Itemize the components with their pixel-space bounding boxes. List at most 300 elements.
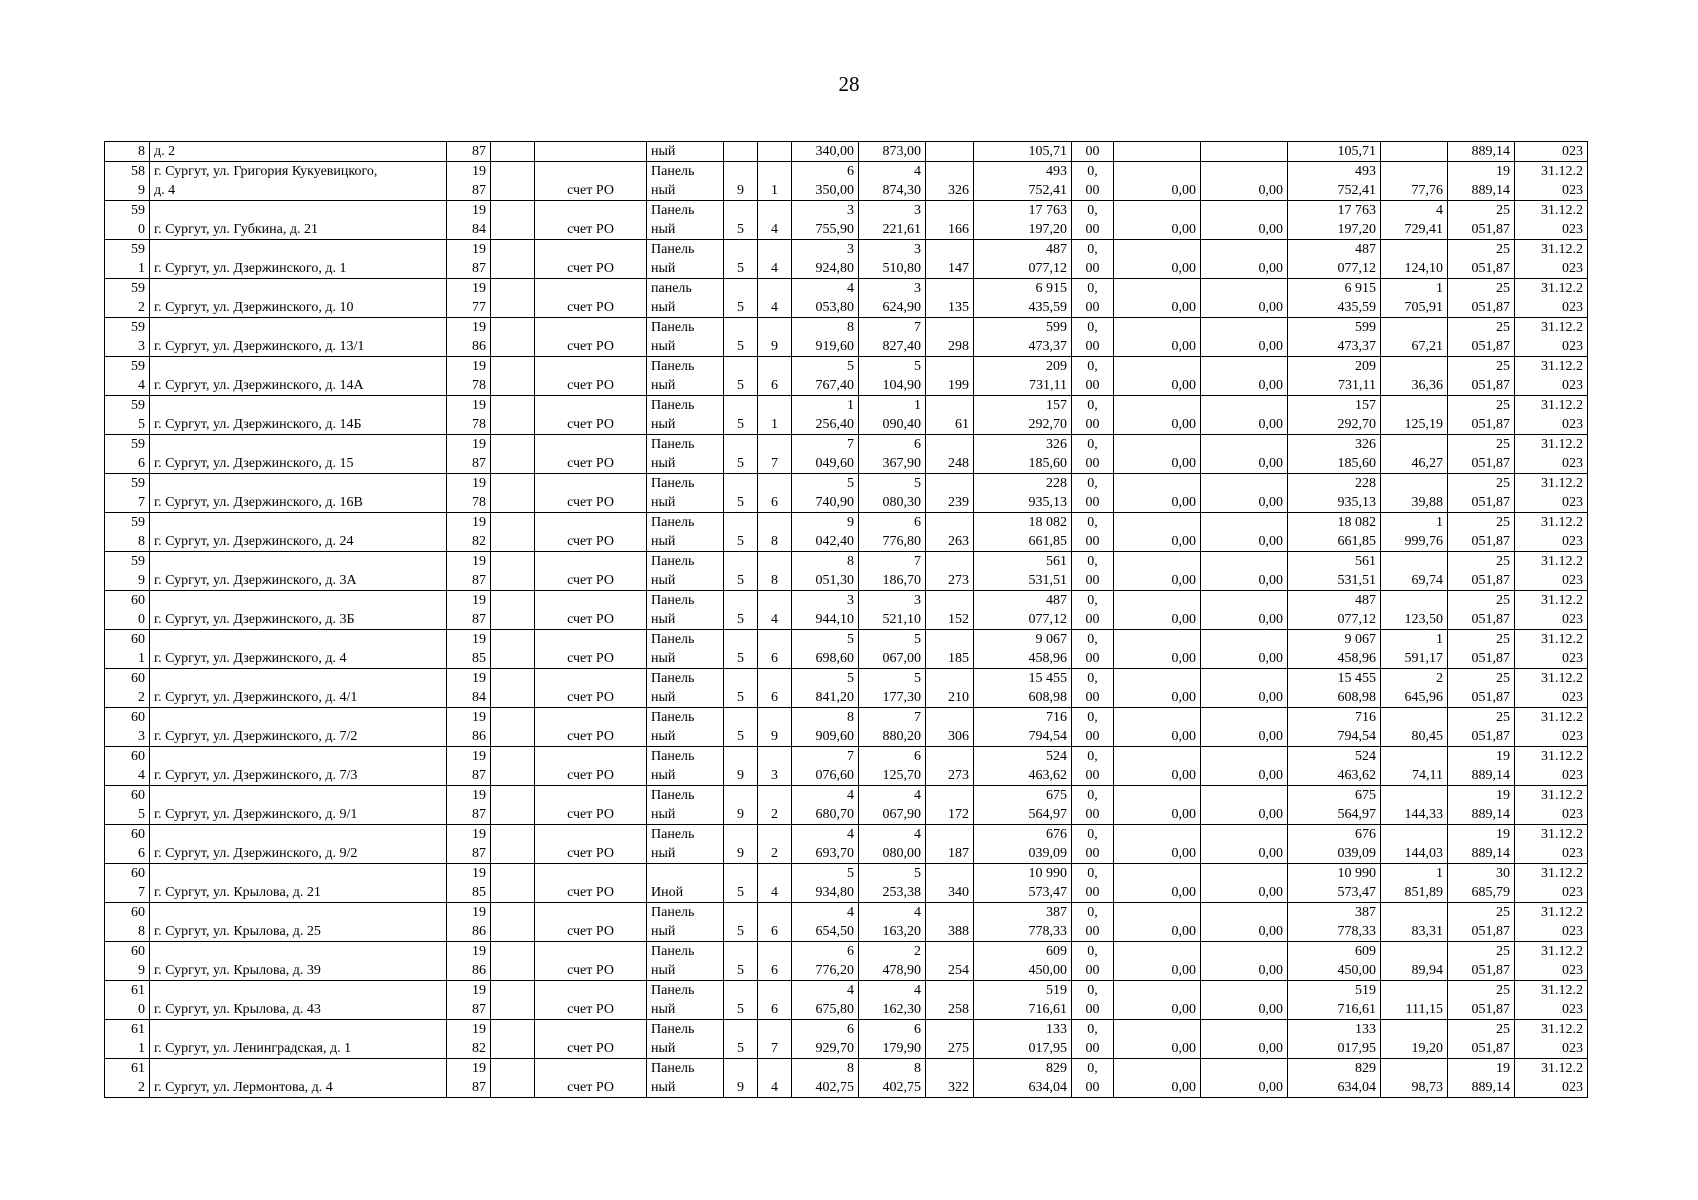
cell-line: 83,31 — [1411, 924, 1443, 939]
cell-line: 5 — [737, 573, 744, 588]
cell-material — [647, 981, 724, 1020]
cell-c13 — [1072, 786, 1114, 825]
cell-address — [150, 747, 447, 786]
table-body — [105, 142, 1588, 1098]
cell-line: 85 — [472, 651, 486, 666]
table-row — [105, 669, 1588, 708]
cell-line: Панель — [651, 359, 695, 374]
cell-no — [105, 435, 150, 474]
cell-floors — [724, 435, 758, 474]
cell-deadline — [1515, 903, 1588, 942]
cell-c18 — [1448, 903, 1515, 942]
cell-line: 510,80 — [882, 261, 921, 276]
cell-cost — [974, 864, 1072, 903]
cell-year — [447, 474, 491, 513]
cell-area_total — [792, 1059, 859, 1098]
cell-residents — [926, 903, 974, 942]
cell-line: 561 — [1355, 554, 1376, 569]
cell-line: 18 082 — [1337, 515, 1376, 530]
cell-residents — [926, 142, 974, 162]
cell-entrances — [758, 591, 792, 630]
cell-entrances — [758, 1059, 792, 1098]
cell-c18 — [1448, 435, 1515, 474]
cell-line: 31.12.2 — [1541, 476, 1583, 491]
cell-line: 0, — [1087, 476, 1098, 491]
cell-entrances — [758, 630, 792, 669]
cell-area_living — [859, 513, 926, 552]
cell-c4 — [491, 474, 535, 513]
cell-line: ный — [651, 963, 676, 978]
cell-area_total — [792, 1020, 859, 1059]
cell-material — [647, 318, 724, 357]
cell-source — [535, 357, 647, 396]
cell-line: 298 — [948, 339, 969, 354]
cell-cost — [974, 669, 1072, 708]
cell-line: 0, — [1087, 203, 1098, 218]
cell-year — [447, 747, 491, 786]
cell-line: 19 — [472, 164, 486, 179]
cell-line: счет РО — [567, 261, 614, 276]
cell-line: 829 — [1355, 1061, 1376, 1076]
cell-line: 0,00 — [1171, 690, 1196, 705]
cell-line: 0,00 — [1258, 1041, 1283, 1056]
cell-line: Панель — [651, 476, 695, 491]
cell-line: 051,87 — [1471, 690, 1510, 705]
cell-year — [447, 1059, 491, 1098]
cell-line: г. Сургут, ул. Дзержинского, д. 4/1 — [154, 690, 358, 705]
cell-c17 — [1381, 591, 1448, 630]
cell-line: 716 — [1355, 710, 1376, 725]
cell-line: ный — [651, 261, 676, 276]
cell-address — [150, 786, 447, 825]
cell-c15 — [1201, 279, 1288, 318]
cell-line: 2 — [138, 300, 145, 315]
table-row — [105, 981, 1588, 1020]
cell-year — [447, 318, 491, 357]
cell-cost2 — [1288, 513, 1381, 552]
cell-year — [447, 142, 491, 162]
cell-line: 1 — [138, 261, 145, 276]
cell-line: 133 — [1046, 1022, 1067, 1037]
cell-line: ный — [651, 1041, 676, 1056]
cell-line: 3 — [914, 203, 921, 218]
cell-line: 023 — [1562, 768, 1583, 783]
cell-cost — [974, 474, 1072, 513]
cell-line: 00 — [1085, 573, 1100, 588]
cell-line: 00 — [1085, 651, 1100, 666]
cell-line: 0,00 — [1258, 729, 1283, 744]
cell-source — [535, 786, 647, 825]
cell-line: 675,80 — [815, 1002, 854, 1017]
cell-line: 051,87 — [1471, 222, 1510, 237]
cell-line: 654,50 — [815, 924, 854, 939]
cell-cost2 — [1288, 201, 1381, 240]
cell-line: 473,37 — [1028, 339, 1067, 354]
cell-line: 86 — [472, 339, 486, 354]
cell-line: 0 — [138, 222, 145, 237]
cell-floors — [724, 357, 758, 396]
cell-line: 023 — [1562, 651, 1583, 666]
cell-line: 731,11 — [1338, 378, 1376, 393]
cell-c4 — [491, 942, 535, 981]
cell-line: 00 — [1085, 612, 1100, 627]
cell-line: ный — [651, 612, 676, 627]
cell-residents — [926, 201, 974, 240]
cell-line: 944,10 — [815, 612, 854, 627]
cell-line: счет РО — [567, 378, 614, 393]
cell-line: 077,12 — [1028, 261, 1067, 276]
cell-line: 0,00 — [1258, 222, 1283, 237]
cell-line: 87 — [472, 1080, 486, 1095]
cell-address — [150, 142, 447, 162]
cell-line: 19 — [472, 944, 486, 959]
cell-line: 326 — [948, 183, 969, 198]
cell-entrances — [758, 864, 792, 903]
cell-line: 473,37 — [1337, 339, 1376, 354]
cell-year — [447, 669, 491, 708]
cell-line: 463,62 — [1028, 768, 1067, 783]
cell-line: 2 — [138, 690, 145, 705]
cell-line: 752,41 — [1028, 183, 1067, 198]
cell-line: 042,40 — [815, 534, 854, 549]
cell-c18 — [1448, 357, 1515, 396]
cell-line: 0, — [1087, 164, 1098, 179]
cell-line: 186,70 — [882, 573, 921, 588]
cell-c15 — [1201, 318, 1288, 357]
cell-line: 19 — [472, 320, 486, 335]
cell-line: 60 — [131, 710, 145, 725]
cell-line: 162,30 — [882, 1002, 921, 1017]
cell-cost — [974, 162, 1072, 201]
cell-line: 258 — [948, 1002, 969, 1017]
cell-line: 023 — [1562, 573, 1583, 588]
cell-line: 144,33 — [1404, 807, 1443, 822]
cell-line: 7 — [914, 554, 921, 569]
cell-cost — [974, 1020, 1072, 1059]
cell-area_total — [792, 786, 859, 825]
cell-line: 199 — [948, 378, 969, 393]
cell-line: 104,90 — [882, 378, 921, 393]
cell-material — [647, 864, 724, 903]
cell-line: 023 — [1562, 690, 1583, 705]
cell-residents — [926, 357, 974, 396]
cell-line: 254 — [948, 963, 969, 978]
cell-c17 — [1381, 162, 1448, 201]
cell-line: 326 — [1046, 437, 1067, 452]
cell-line: г. Сургут, ул. Дзержинского, д. 10 — [154, 300, 354, 315]
cell-residents — [926, 513, 974, 552]
cell-floors — [724, 825, 758, 864]
cell-line: 450,00 — [1028, 963, 1067, 978]
cell-entrances — [758, 942, 792, 981]
cell-line: 778,33 — [1337, 924, 1376, 939]
cell-line: г. Сургут, ул. Дзержинского, д. 4 — [154, 651, 347, 666]
cell-line: 157 — [1355, 398, 1376, 413]
cell-c15 — [1201, 591, 1288, 630]
cell-material — [647, 669, 724, 708]
cell-year — [447, 240, 491, 279]
cell-line: счет РО — [567, 1041, 614, 1056]
cell-line: 6 — [771, 924, 778, 939]
cell-line: 00 — [1085, 222, 1100, 237]
cell-c15 — [1201, 552, 1288, 591]
cell-line: 3 — [138, 339, 145, 354]
cell-cost — [974, 279, 1072, 318]
cell-line: 4 — [771, 885, 778, 900]
cell-line: 31.12.2 — [1541, 398, 1583, 413]
cell-line: 0,00 — [1258, 573, 1283, 588]
cell-line: г. Сургут, ул. Дзержинского, д. 3Б — [154, 612, 355, 627]
cell-c18 — [1448, 708, 1515, 747]
cell-line: 090,40 — [882, 417, 921, 432]
table-row — [105, 474, 1588, 513]
cell-line: 0,00 — [1258, 885, 1283, 900]
cell-c13 — [1072, 669, 1114, 708]
cell-c14 — [1114, 474, 1201, 513]
cell-residents — [926, 1059, 974, 1098]
cell-line: 080,30 — [882, 495, 921, 510]
cell-area_living — [859, 357, 926, 396]
cell-line: 023 — [1562, 807, 1583, 822]
cell-floors — [724, 864, 758, 903]
cell-c17 — [1381, 279, 1448, 318]
cell-line: 19 — [1496, 1061, 1510, 1076]
cell-line: счет РО — [567, 573, 614, 588]
cell-c14 — [1114, 513, 1201, 552]
cell-line: г. Сургут, ул. Дзержинского, д. 9/2 — [154, 846, 358, 861]
cell-residents — [926, 240, 974, 279]
cell-address — [150, 981, 447, 1020]
cell-c15 — [1201, 903, 1288, 942]
cell-year — [447, 1020, 491, 1059]
cell-c18 — [1448, 669, 1515, 708]
cell-line: 402,75 — [882, 1080, 921, 1095]
cell-line: 0,00 — [1171, 339, 1196, 354]
cell-entrances — [758, 669, 792, 708]
cell-c13 — [1072, 279, 1114, 318]
cell-line: 0, — [1087, 281, 1098, 296]
cell-address — [150, 318, 447, 357]
cell-line: 166 — [948, 222, 969, 237]
cell-line: 00 — [1085, 846, 1100, 861]
cell-line: 61 — [131, 1022, 145, 1037]
cell-entrances — [758, 201, 792, 240]
cell-deadline — [1515, 474, 1588, 513]
cell-line: 698,60 — [815, 651, 854, 666]
cell-line: 0, — [1087, 671, 1098, 686]
cell-line: 5 — [737, 339, 744, 354]
cell-area_total — [792, 474, 859, 513]
cell-line: 6 — [847, 944, 854, 959]
cell-line: панель — [651, 281, 692, 296]
cell-line: 19,20 — [1411, 1041, 1443, 1056]
cell-line: ный — [651, 573, 676, 588]
cell-area_total — [792, 669, 859, 708]
cell-c17 — [1381, 1059, 1448, 1098]
cell-line: 86 — [472, 729, 486, 744]
cell-c15 — [1201, 981, 1288, 1020]
cell-line: 31.12.2 — [1541, 827, 1583, 842]
cell-line: счет РО — [567, 495, 614, 510]
cell-line: счет РО — [567, 534, 614, 549]
cell-line: 4 — [914, 983, 921, 998]
cell-entrances — [758, 318, 792, 357]
cell-line: 248 — [948, 456, 969, 471]
cell-line: 8 — [138, 144, 145, 159]
cell-line: 87 — [472, 612, 486, 627]
cell-line: 87 — [472, 183, 486, 198]
cell-line: 19 — [472, 476, 486, 491]
cell-line: 25 — [1496, 593, 1510, 608]
cell-line: 6 — [771, 1002, 778, 1017]
cell-line: 0,00 — [1258, 924, 1283, 939]
cell-line: 889,14 — [1471, 144, 1510, 159]
cell-line: 6 915 — [1035, 281, 1067, 296]
cell-line: 275 — [948, 1041, 969, 1056]
cell-line: 15 455 — [1337, 671, 1376, 686]
cell-c14 — [1114, 552, 1201, 591]
cell-line: 19 — [472, 1061, 486, 1076]
cell-line: 051,87 — [1471, 573, 1510, 588]
cell-line: 051,87 — [1471, 300, 1510, 315]
cell-line: ный — [651, 339, 676, 354]
cell-line: 6 — [914, 1022, 921, 1037]
cell-line: 9 — [771, 339, 778, 354]
cell-c17 — [1381, 786, 1448, 825]
table-row — [105, 903, 1588, 942]
cell-c14 — [1114, 630, 1201, 669]
cell-line: 023 — [1562, 261, 1583, 276]
cell-area_total — [792, 825, 859, 864]
cell-line: 25 — [1496, 515, 1510, 530]
cell-line: 133 — [1355, 1022, 1376, 1037]
cell-line: 919,60 — [815, 339, 854, 354]
cell-line: 017,95 — [1028, 1041, 1067, 1056]
cell-cost2 — [1288, 1020, 1381, 1059]
cell-deadline — [1515, 513, 1588, 552]
cell-deadline — [1515, 1020, 1588, 1059]
cell-line: 9 — [138, 963, 145, 978]
cell-line: 5 — [737, 1002, 744, 1017]
cell-line: 0,00 — [1171, 222, 1196, 237]
cell-area_living — [859, 142, 926, 162]
cell-c17 — [1381, 318, 1448, 357]
cell-c17 — [1381, 435, 1448, 474]
cell-c15 — [1201, 142, 1288, 162]
cell-area_total — [792, 513, 859, 552]
cell-entrances — [758, 708, 792, 747]
cell-line: 9 — [138, 573, 145, 588]
cell-line: 889,14 — [1471, 183, 1510, 198]
cell-c14 — [1114, 1059, 1201, 1098]
cell-residents — [926, 552, 974, 591]
cell-floors — [724, 669, 758, 708]
cell-line: 6 — [771, 378, 778, 393]
cell-line: 609 — [1355, 944, 1376, 959]
cell-no — [105, 1059, 150, 1098]
cell-line: 0,00 — [1171, 885, 1196, 900]
cell-line: 0,00 — [1171, 846, 1196, 861]
cell-address — [150, 825, 447, 864]
cell-line: ный — [651, 417, 676, 432]
cell-line: 25 — [1496, 632, 1510, 647]
cell-year — [447, 591, 491, 630]
cell-line: 9 067 — [1035, 632, 1067, 647]
cell-line: 716 — [1046, 710, 1067, 725]
cell-line: 478,90 — [882, 963, 921, 978]
table-row — [105, 396, 1588, 435]
cell-line: 051,30 — [815, 573, 854, 588]
cell-floors — [724, 240, 758, 279]
cell-deadline — [1515, 162, 1588, 201]
cell-line: 675 — [1046, 788, 1067, 803]
cell-c15 — [1201, 942, 1288, 981]
cell-line: 487 — [1355, 242, 1376, 257]
cell-entrances — [758, 162, 792, 201]
cell-line: 00 — [1085, 690, 1100, 705]
cell-line: 19 — [472, 749, 486, 764]
cell-line: 4 — [138, 378, 145, 393]
cell-c18 — [1448, 591, 1515, 630]
cell-line: 5 — [914, 632, 921, 647]
cell-line: ный — [651, 456, 676, 471]
cell-source — [535, 708, 647, 747]
cell-line: 851,89 — [1404, 885, 1443, 900]
cell-line: 87 — [472, 144, 486, 159]
cell-line: 051,87 — [1471, 339, 1510, 354]
cell-line: Панель — [651, 398, 695, 413]
cell-line: 880,20 — [882, 729, 921, 744]
cell-line: 4 — [847, 788, 854, 803]
cell-line: 080,00 — [882, 846, 921, 861]
cell-line: счет РО — [567, 690, 614, 705]
cell-line: Панель — [651, 1061, 695, 1076]
cell-c14 — [1114, 786, 1201, 825]
cell-line: счет РО — [567, 1002, 614, 1017]
cell-c18 — [1448, 318, 1515, 357]
cell-line: 105,71 — [1028, 144, 1067, 159]
cell-source — [535, 981, 647, 1020]
cell-area_living — [859, 240, 926, 279]
cell-c14 — [1114, 162, 1201, 201]
cell-line: 0,00 — [1171, 1080, 1196, 1095]
cell-line: ный — [651, 768, 676, 783]
cell-line: 023 — [1562, 183, 1583, 198]
page-number: 28 — [838, 72, 860, 96]
cell-cost2 — [1288, 474, 1381, 513]
cell-line: 8 — [847, 320, 854, 335]
cell-c18 — [1448, 786, 1515, 825]
cell-residents — [926, 279, 974, 318]
cell-area_living — [859, 591, 926, 630]
cell-line: 7 — [138, 885, 145, 900]
cell-line: 487 — [1355, 593, 1376, 608]
cell-line: 023 — [1562, 1080, 1583, 1095]
cell-c18 — [1448, 981, 1515, 1020]
cell-c14 — [1114, 747, 1201, 786]
cell-entrances — [758, 1020, 792, 1059]
cell-c14 — [1114, 981, 1201, 1020]
cell-source — [535, 435, 647, 474]
cell-line: 6 — [771, 651, 778, 666]
cell-c14 — [1114, 942, 1201, 981]
cell-line: 051,87 — [1471, 729, 1510, 744]
cell-cost — [974, 201, 1072, 240]
cell-line: 0,00 — [1171, 534, 1196, 549]
cell-line: 731,11 — [1029, 378, 1067, 393]
cell-line: 19 — [472, 827, 486, 842]
cell-c14 — [1114, 396, 1201, 435]
